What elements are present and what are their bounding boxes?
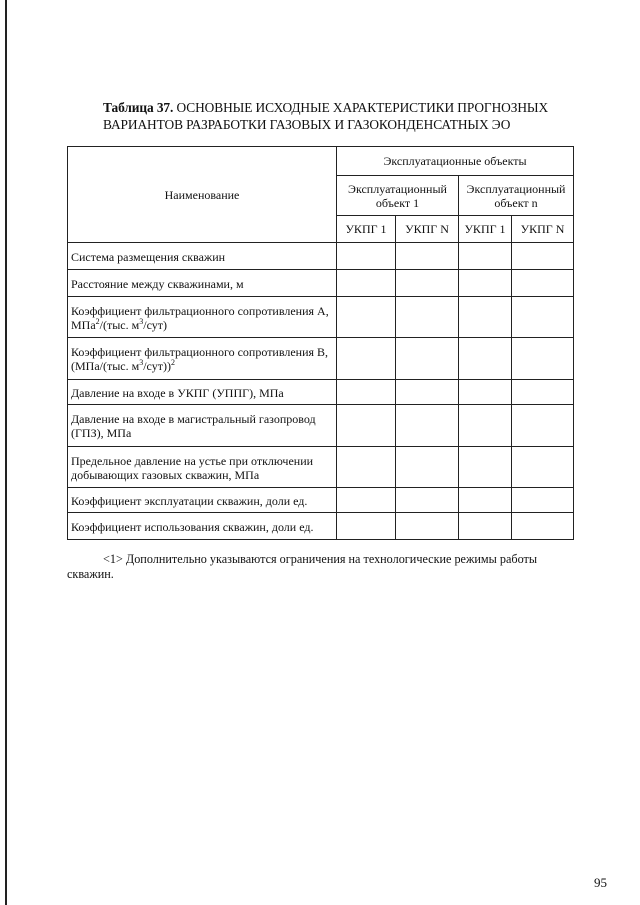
subheader-cell: УКПГ 1 [337, 216, 396, 243]
empty-cell [512, 243, 574, 270]
subheader-cell: УКПГ N [512, 216, 574, 243]
empty-cell [337, 380, 396, 405]
empty-cell [512, 380, 574, 405]
empty-cell [459, 380, 512, 405]
label-text: Расстояние между скважинами, м [71, 276, 244, 291]
table-row [68, 405, 574, 447]
empty-cell [459, 513, 512, 540]
table-title-text: ОСНОВНЫЕ ИСХОДНЫЕ ХАРАКТЕРИСТИКИ ПРОГНОЗНЫХ ВАРИАНТОВ РАЗРАБОТКИ ГАЗОВЫХ И ГАЗОКОНДЕНСАТНЫХ ЭО [103, 100, 549, 132]
row-label [68, 405, 337, 447]
label-text: Давление на входе в УКПГ (УППГ), МПа [71, 385, 284, 400]
row-label [68, 447, 337, 488]
empty-cell [396, 270, 459, 297]
table-body [68, 243, 574, 540]
label-text: Система размещения скважин [71, 249, 226, 264]
superscript: 2 [95, 316, 100, 326]
empty-cell [459, 405, 512, 447]
superscript: 3 [139, 316, 144, 326]
empty-cell [337, 270, 396, 297]
empty-cell [512, 513, 574, 540]
empty-cell [396, 380, 459, 405]
superscript: 3 [139, 358, 144, 367]
table-row [68, 243, 574, 270]
label-text: Предельное давление на устье при отключении добывающих газовых скважин, МПа [71, 453, 314, 482]
label-text: /сут)) [143, 359, 171, 373]
table-title [103, 99, 583, 133]
table-row [68, 513, 574, 540]
header-object-1: Эксплуатационный объект 1 [337, 176, 459, 216]
row-label [68, 270, 337, 297]
characteristics-table [67, 146, 574, 540]
scan-border [5, 0, 7, 905]
label-text: Давление на входе в магистральный газопровод (ГПЗ), МПа [71, 412, 316, 440]
empty-cell [337, 297, 396, 338]
empty-cell [396, 488, 459, 513]
subheader-cell: УКПГ 1 [459, 216, 512, 243]
row-label [68, 380, 337, 405]
empty-cell [396, 513, 459, 540]
label-text: Коэффициент эксплуатации скважин, доли ед. [71, 493, 308, 508]
empty-cell [396, 243, 459, 270]
empty-cell [396, 447, 459, 488]
label-text: Коэффициент фильтрационного сопротивления A, МПа [71, 303, 329, 332]
row-label [68, 297, 337, 338]
header-object-n: Эксплуатационный объект n [459, 176, 574, 216]
empty-cell [512, 297, 574, 338]
label-text: /(тыс. м [99, 317, 140, 332]
table-row [68, 380, 574, 405]
empty-cell [337, 338, 396, 380]
label-text: Коэффициент фильтрационного сопротивления B, (МПа/(тыс. м [71, 345, 329, 373]
row-label [68, 513, 337, 540]
empty-cell [396, 405, 459, 447]
row-label [68, 488, 337, 513]
empty-cell [337, 243, 396, 270]
empty-cell [337, 447, 396, 488]
label-text: /сут) [143, 317, 167, 332]
superscript: 2 [170, 358, 175, 367]
row-label [68, 243, 337, 270]
empty-cell [337, 513, 396, 540]
subheader-cell: УКПГ N [396, 216, 459, 243]
table-row [68, 297, 574, 338]
empty-cell [396, 297, 459, 338]
footnote: <1> Дополнительно указываются ограничения на технологические режимы работы скважин. [67, 552, 538, 581]
empty-cell [337, 488, 396, 513]
empty-cell [459, 243, 512, 270]
table-row [68, 270, 574, 297]
empty-cell [459, 488, 512, 513]
empty-cell [512, 488, 574, 513]
table-number: Таблица 37. [103, 100, 174, 115]
empty-cell [459, 338, 512, 380]
empty-cell [459, 297, 512, 338]
empty-cell [459, 447, 512, 488]
header-group: Эксплуатационные объекты [337, 147, 574, 176]
empty-cell [512, 270, 574, 297]
empty-cell [459, 270, 512, 297]
empty-cell [512, 338, 574, 380]
table-row [68, 488, 574, 513]
empty-cell [337, 405, 396, 447]
page-number: 95 [594, 875, 607, 890]
table-row [68, 447, 574, 488]
empty-cell [512, 447, 574, 488]
row-label [68, 338, 337, 380]
empty-cell [512, 405, 574, 447]
label-text: Коэффициент использования скважин, доли ед. [71, 519, 314, 534]
table-row [68, 338, 574, 380]
header-name: Наименование [68, 147, 337, 243]
empty-cell [396, 338, 459, 380]
